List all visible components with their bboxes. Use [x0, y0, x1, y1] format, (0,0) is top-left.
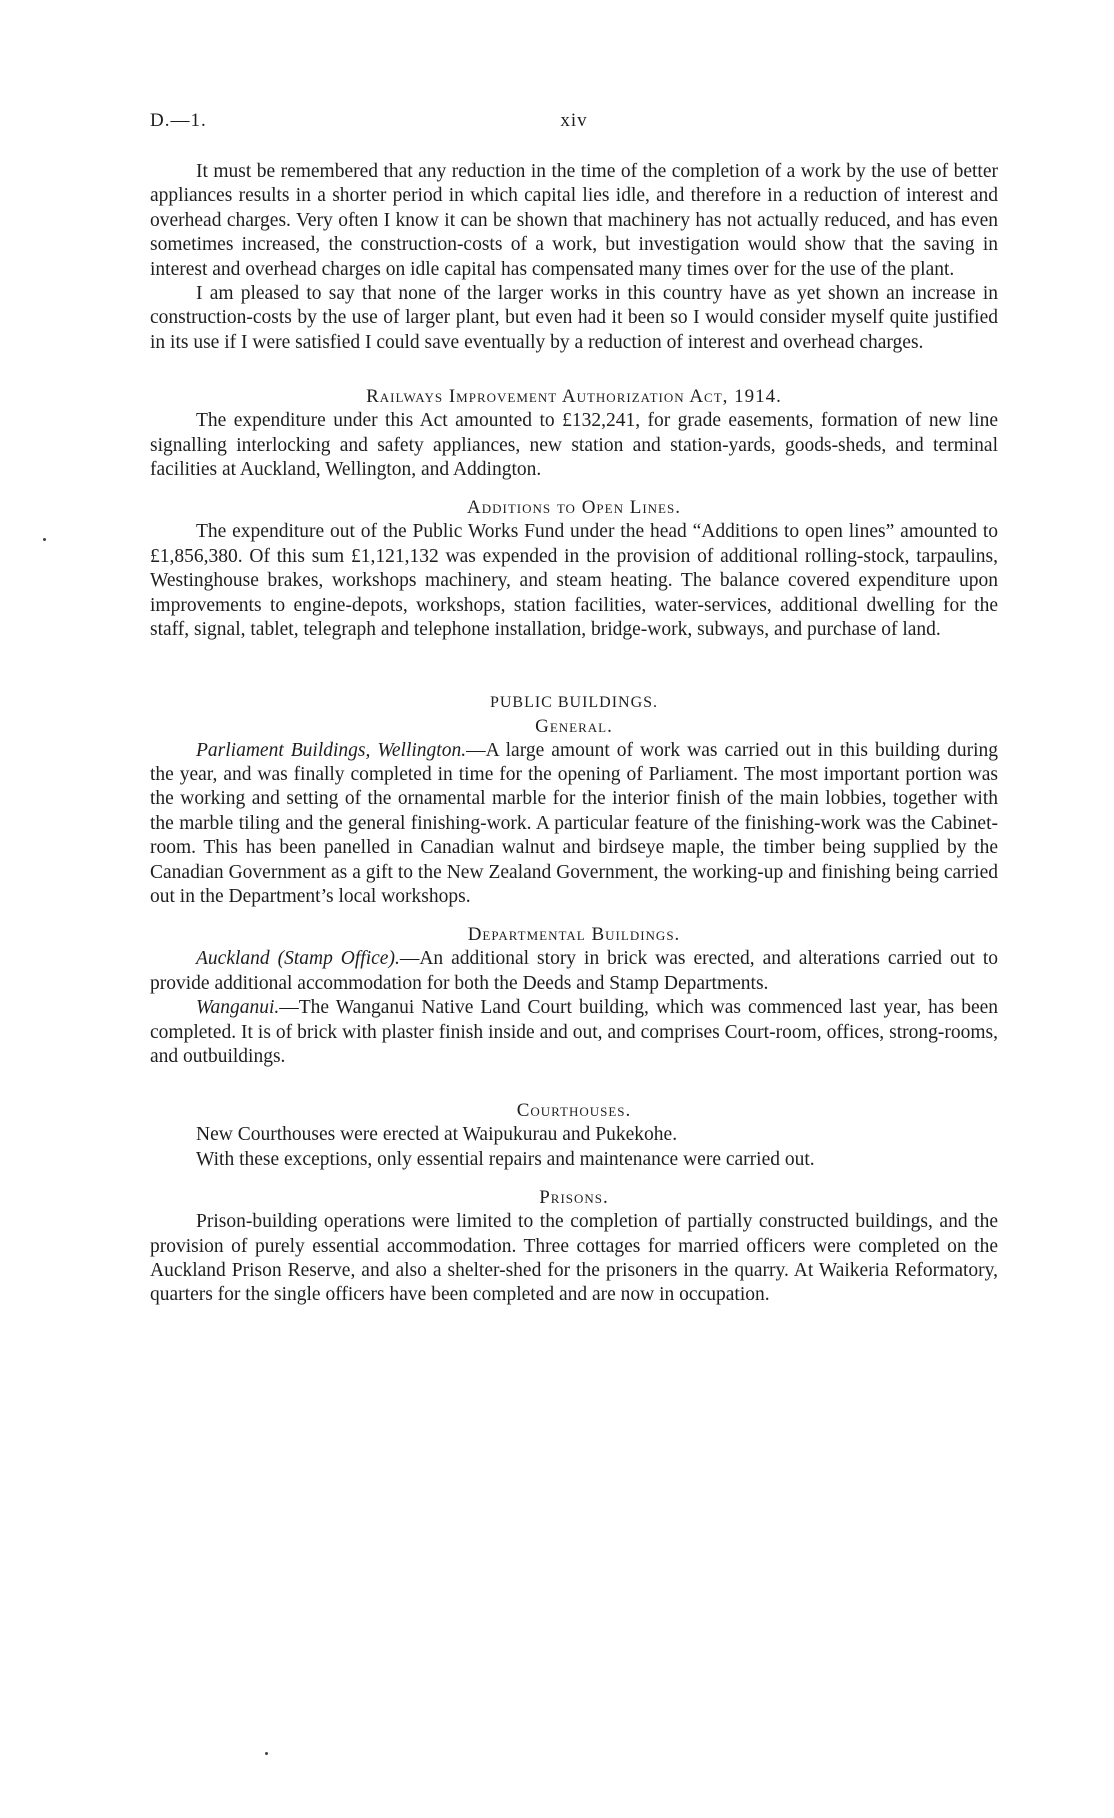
parliament-text: —A large amount of work was carried out in this building during the year, and was finally completed in time for the opening of Parliament. The most important portion was the working and setting of the ornamental marble for the interior finish of the main lobbies, together with the marble tiling and the general finishing-work. A particular feature of the finishing-work was the Cabinet-room. This has been panelled in Canadian walnut and birdseye maple, the timber being supplied by the Canadian Government as a gift to the New Zealand Government, the working-up and finishing being carried out in the Department’s local workshops. [150, 739, 998, 907]
parliament-lead: Parliament Buildings, Wellington. [196, 739, 467, 761]
auckland-lead: Auckland (Stamp Office). [196, 948, 400, 970]
print-speck-left [43, 538, 46, 541]
page-header [150, 110, 998, 134]
railways-paragraph: The expenditure under this Act amounted to £132,241, for grade easements, formation of new line signalling interlocking and safety appliances, new station and station-yards, goods-sheds, and terminal facilities at Auckland, Wellington, and Addington. [150, 410, 998, 481]
auckland-paragraph [150, 947, 998, 996]
intro-paragraph-2: I am pleased to say that none of the larger works in this country have as yet shown an increase in construction-costs by the use of larger plant, but even had it been so I would consider myself quite justified in its use if I were satisfied I could save eventually by a reduction of interest and overhead charges. [150, 283, 998, 353]
additions-paragraph: The expenditure out of the Public Works Fund under the head “Additions to open lines” amounted to £1,856,380. Of this sum £1,121,132 was expended in the provision of additional rolling-stock, tarpaulins, Westinghouse brakes, workshops machinery, and steam heating. The balance covered expenditure upon improvements to engine-depots, workshops, station facilities, water-services, additional dwelling for the staff, signal, tablet, telegraph and telephone installation, bridge-work, subways, and purchase of land. [150, 521, 998, 641]
wanganui-lead: Wanganui. [196, 997, 280, 1019]
courthouses-heading: Courthouses. [516, 1100, 632, 1122]
document-reference: D.—1. [150, 110, 207, 131]
auckland-text: —An additional story in brick was erected, and alterations carried out to provide additional accommodation for both the Deeds and Stamp Departments. [150, 948, 999, 994]
general-subheading: General. [535, 715, 613, 737]
print-speck-bottom [265, 1752, 268, 1755]
courthouses-paragraph-2: With these exceptions, only essential repairs and maintenance were carried out. [196, 1148, 815, 1170]
parliament-paragraph [150, 739, 998, 910]
page-number: xiv [560, 110, 588, 131]
additions-heading: Additions to Open Lines. [467, 497, 681, 519]
prisons-heading: Prisons. [539, 1187, 609, 1209]
wanganui-paragraph [150, 996, 998, 1069]
document-body [150, 160, 998, 1308]
public-buildings-heading: PUBLIC BUILDINGS. [489, 693, 659, 711]
intro-paragraph-1: It must be remembered that any reduction in the time of the completion of a work by the use of better appliances results in a shorter period in which capital lies idle, and therefore in a reduction of interest and overhead charges. Very often I know it can be shown that machinery has not actually reduced, and has even sometimes increased, the construction-costs of a work, but investigation would show that the saving in interest and overhead charges on idle capital has compensated many times over for the use of the plant. [150, 161, 998, 280]
courthouses-paragraph-1: New Courthouses were erected at Waipukurau and Pukekohe. [196, 1124, 678, 1146]
wanganui-text: —The Wanganui Native Land Court building, which was commenced last year, has been completed. It is of brick with plaster finish inside and out, and comprises Court-room, offices, strong-rooms, and outbuildings. [150, 997, 998, 1067]
prisons-paragraph: Prison-building operations were limited to the completion of partially constructed buildings, and the provision of purely essential accommodation. Three cottages for married officers were completed on the Auckland Prison Reserve, and also a shelter-shed for the prisoners in the quarry. At Waikeria Reformatory, quarters for the single officers have been completed and are now in occupation. [150, 1211, 998, 1306]
railways-heading: Railways Improvement Authorization Act, 1914. [366, 386, 782, 408]
departmental-heading: Departmental Buildings. [467, 924, 681, 946]
document-page [150, 0, 998, 1818]
